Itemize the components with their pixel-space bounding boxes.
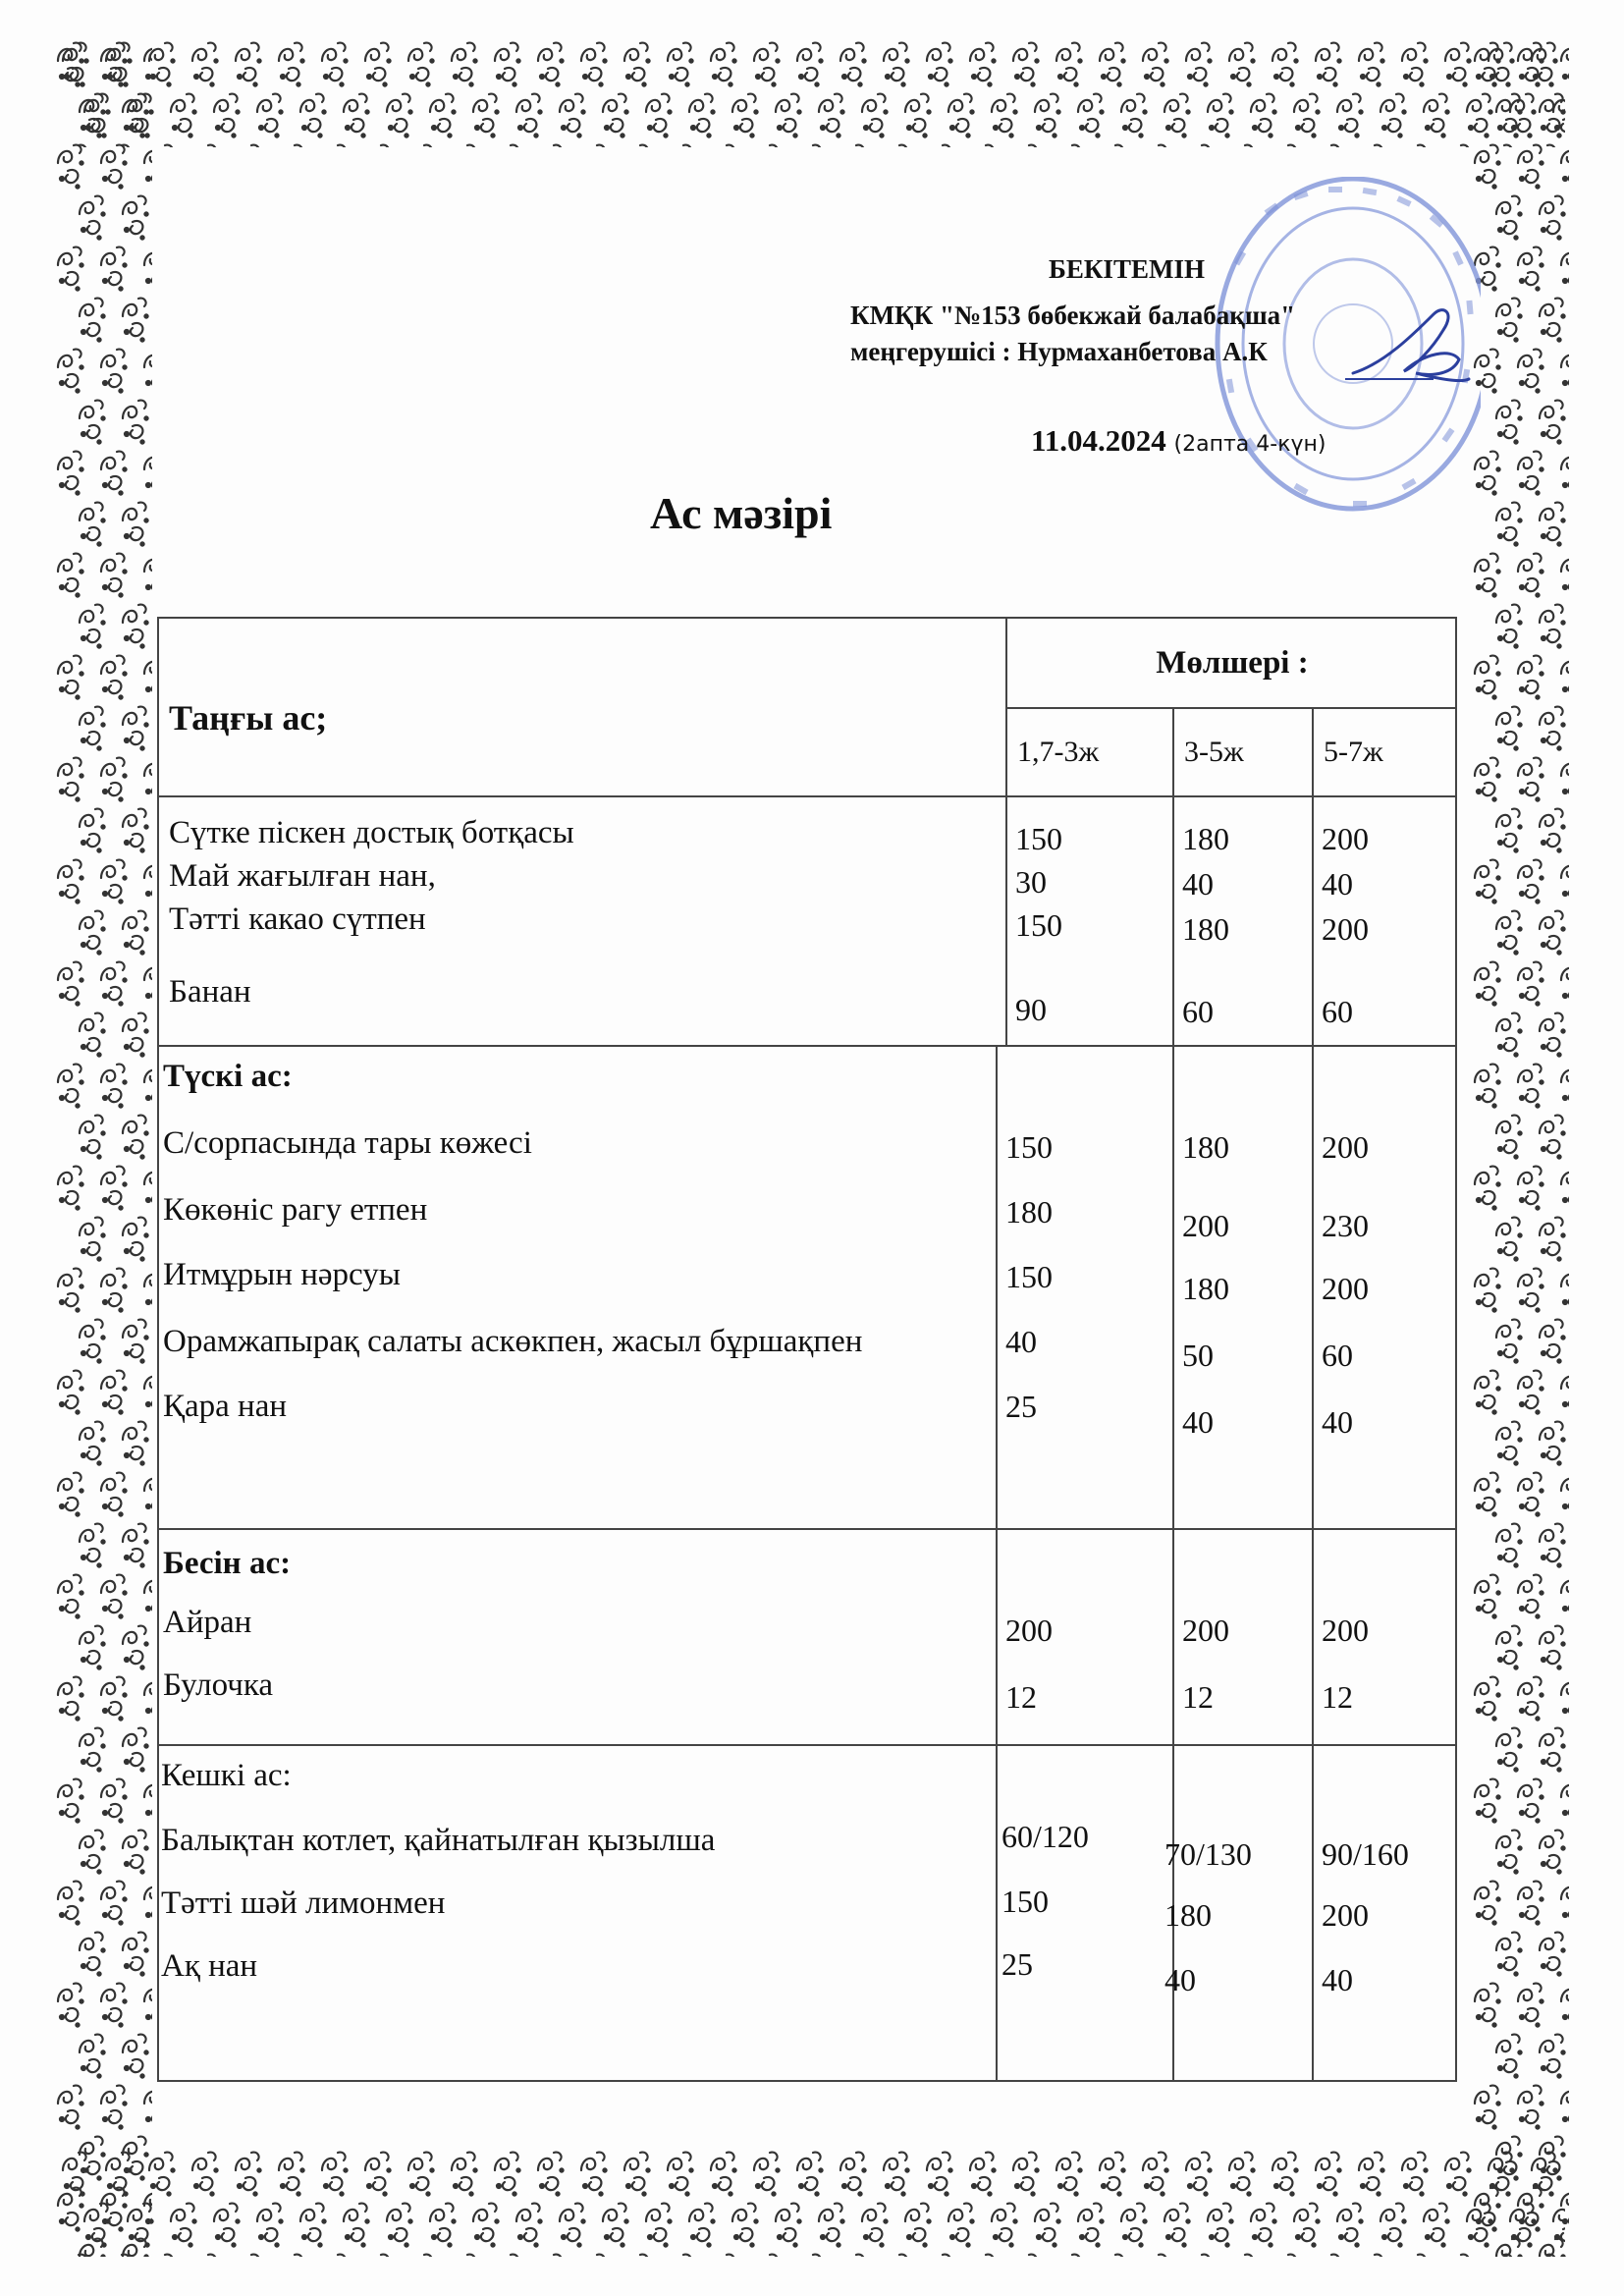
ornament-border-bottom [59,2149,1565,2257]
menu-date: 11.04.2024 [1031,423,1166,458]
lunch-qty-b: 40 [1182,1404,1214,1440]
breakfast-section [159,797,1455,1047]
snack-label: Бесін ас: [163,1546,292,1581]
lunch-qty-c: 40 [1322,1404,1353,1440]
snack-item: Булочка [163,1667,274,1703]
lunch-item: Қара нан [163,1389,288,1424]
ornament-border-top [59,39,1565,147]
breakfast-item: Сүтке піскен достық ботқасы [169,815,574,850]
approval-title: БЕКІТЕМІН [1049,254,1205,284]
lunch-item: Көкөніс рагу етпен [163,1192,428,1228]
ornament-border-right [1471,39,1569,2257]
breakfast-qty-c: 60 [1322,994,1353,1029]
breakfast-qty-a: 150 [1015,907,1062,943]
dinner-qty-b: 70/130 [1164,1836,1252,1872]
organization-name: КМҚК "№153 бөбекжай балабақша" [850,301,1296,330]
dinner-qty-c: 40 [1322,1962,1353,1997]
breakfast-qty-b: 60 [1182,994,1214,1029]
lunch-qty-a: 40 [1005,1324,1037,1359]
breakfast-item: Банан [169,974,251,1010]
snack-qty-b: 200 [1182,1613,1229,1648]
lunch-section [159,1047,1455,1530]
dinner-qty-c: 90/160 [1322,1836,1409,1872]
lunch-qty-a: 180 [1005,1194,1053,1230]
lunch-qty-c: 200 [1322,1129,1369,1165]
dinner-qty-a: 60/120 [1001,1819,1089,1854]
dinner-qty-a: 150 [1001,1884,1049,1919]
lunch-qty-b: 200 [1182,1208,1229,1243]
breakfast-qty-b: 180 [1182,821,1229,856]
snack-qty-a: 12 [1005,1679,1037,1715]
signature [1345,295,1473,403]
lunch-qty-a: 25 [1005,1389,1037,1424]
age-group-1: 1,7-3ж [1005,709,1172,795]
breakfast-item: Тәтті какао сүтпен [169,902,426,937]
dinner-item: Тәтті шәй лимонмен [161,1886,446,1921]
snack-qty-c: 12 [1322,1679,1353,1715]
dinner-qty-b: 180 [1164,1897,1212,1933]
lunch-qty-a: 150 [1005,1259,1053,1294]
breakfast-qty-a: 150 [1015,821,1062,856]
ornament-border-left [54,39,152,2257]
lunch-qty-a: 150 [1005,1129,1053,1165]
dinner-section [159,1746,1455,2080]
page-title: Ас мәзірі [650,488,833,538]
breakfast-qty-a: 90 [1015,992,1047,1027]
lunch-qty-b: 50 [1182,1338,1214,1373]
breakfast-qty-c: 200 [1322,911,1369,947]
age-group-3: 5-7ж [1312,709,1455,795]
dinner-qty-c: 200 [1322,1897,1369,1933]
breakfast-qty-a: 30 [1015,864,1047,900]
amount-header: Мөлшері : [1005,619,1457,709]
breakfast-item: Май жағылған нан, [169,858,436,894]
dinner-item: Ақ нан [161,1948,258,1984]
menu-date-line [1031,422,1326,463]
week-day-note: (2апта 4-күн) [1173,432,1326,457]
menu-table [157,617,1457,2082]
breakfast-qty-c: 200 [1322,821,1369,856]
head-name: меңгерушісі : Нурмаханбетова А.К [850,337,1268,366]
lunch-qty-c: 230 [1322,1208,1369,1243]
breakfast-label: Таңғы ас; [169,698,328,738]
lunch-qty-c: 200 [1322,1271,1369,1306]
lunch-item: С/сорпасында тары көжесі [163,1125,532,1161]
dinner-qty-a: 25 [1001,1946,1033,1982]
snack-qty-a: 200 [1005,1613,1053,1648]
lunch-qty-c: 60 [1322,1338,1353,1373]
lunch-label: Түскі ас: [163,1059,293,1094]
age-group-2: 3-5ж [1172,709,1312,795]
lunch-item: Итмұрын нәрсуы [163,1257,401,1292]
breakfast-qty-b: 40 [1182,866,1214,902]
dinner-item: Балықтан котлет, қайнатылған қызылша [161,1823,716,1858]
dinner-label: Кешкі ас: [161,1758,292,1793]
snack-item: Айран [163,1605,252,1640]
lunch-qty-b: 180 [1182,1129,1229,1165]
breakfast-qty-b: 180 [1182,911,1229,947]
table-header [159,619,1455,797]
snack-qty-c: 200 [1322,1613,1369,1648]
snack-qty-b: 12 [1182,1679,1214,1715]
dinner-qty-b: 40 [1164,1962,1196,1997]
snack-section [159,1530,1455,1746]
lunch-item: Орамжапырақ салаты аскөкпен, жасыл бұршақпен [163,1324,863,1359]
breakfast-qty-c: 40 [1322,866,1353,902]
lunch-qty-b: 180 [1182,1271,1229,1306]
